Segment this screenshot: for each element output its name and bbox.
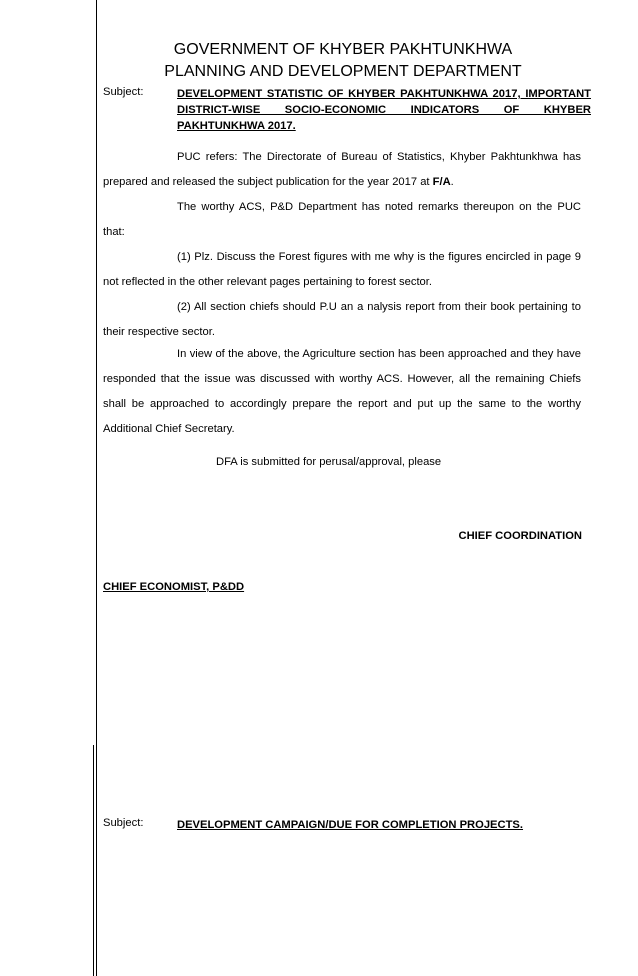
subject-text: DEVELOPMENT STATISTIC OF KHYBER PAKHTUNKHWA 2017, IMPORTANT DISTRICT-WISE SOCIO-ECONOMIC INDICATORS OF KHYBER PAKHTUNKHWA 2017. [177,88,591,132]
margin-line [96,0,97,976]
puc-end: . [450,176,454,188]
subject-block-2 [103,817,591,837]
header-government: GOVERNMENT OF KHYBER PAKHTUNKHWA [173,41,513,58]
subject-label: Subject: [103,86,144,98]
paragraph-acs-remarks: The worthy ACS, P&D Department has noted remarks thereupon on the PUC that: [103,201,581,238]
paragraph-in-view: In view of the above, the Agriculture section has been approached and they have responded that the issue was discussed with worthy ACS. However, all the remaining Chiefs shall be approached to accordingly prepare the report and put up the same to the worthy Additional Chief Secretary. [103,348,581,435]
fa-reference: F/A [432,176,451,188]
puc-text: PUC refers: The Directorate of Bureau of Statistics, Khyber Pakhtunkhwa has prepared and released the subject publication for the year 2017 at [103,151,581,188]
paragraph-puc-refers [103,145,581,195]
header-department: PLANNING AND DEVELOPMENT DEPARTMENT [164,63,522,80]
dfa-line: DFA is submitted for perusal/approval, please [216,456,442,468]
addressee-chief-economist: CHIEF ECONOMIST, P&DD [103,581,245,593]
paragraph-point-1: (1) Plz. Discuss the Forest figures with me why is the figures encircled in page 9 not reflected in the other relevant pages pertaining to forest sector. [103,251,581,288]
subject-label-2: Subject: [103,817,144,829]
signature-chief-coordination: CHIEF COORDINATION [458,530,582,542]
subject-text-2: DEVELOPMENT CAMPAIGN/DUE FOR COMPLETION PROJECTS. [177,819,524,831]
subject-block [103,86,591,136]
margin-line-lower [93,745,94,976]
paragraph-point-2: (2) All section chiefs should P.U an a nalysis report from their book pertaining to their respective sector. [103,301,581,338]
